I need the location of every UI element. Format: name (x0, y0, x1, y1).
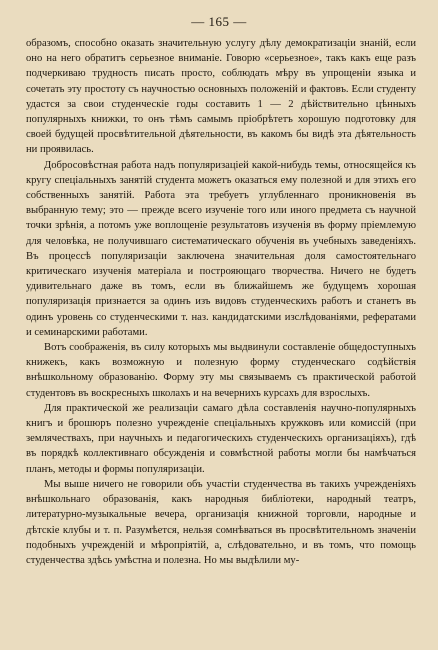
paragraph-1: образомъ, способно оказать значительную услугу дѣлу демократизаціи знаній, если оно на него обратитъ серьезное вниманіе. Говорю «серьезное», такъ какъ еще разъ подчеркиваю трудность писать просто, соблюдать мѣру въ упрощеніи языка и сочетать эту простоту съ научностью основныхъ положеній и фактовъ. Если студенту удастся за свои студенческіе годы составить 1 — 2 дѣйствительно цѣнныхъ популярныхъ книжки, то онъ тѣмъ самымъ пріобрѣтетъ хорошую подготовку для своей будущей просвѣтительной дѣятельности, въ какомъ бы видѣ эта дѣятельность ни проявилась. (26, 38, 416, 156)
paragraph-3: Вотъ соображенія, въ силу которыхъ мы выдвинули составленіе общедоступныхъ книжекъ, какъ возможную и полезную форму студенческаго содѣйствія внѣшкольному образованію. Форму эту мы связываемъ съ практической работой студентовъ въ воскресныхъ школахъ и на вечернихъ курсахъ для взрослыхъ. (26, 342, 416, 399)
paragraph-4: Для практической же реализаціи самаго дѣла составленія научно-популярныхъ книгъ и брошюръ полезно учрежденіе спеціальныхъ кружковъ или комиссій (при землячествахъ, при научныхъ и педагогическихъ студенческихъ организаціяхъ), гдѣ въ порядкѣ коллективнаго обсужденія и совмѣстной работы могли бы намѣчаться планъ, методы и формы популяризаціи. (26, 402, 416, 475)
paragraph-2: Добросовѣстная работа надъ популяризаціей какой-нибудь темы, относящейся къ кругу спеціальныхъ занятій студента можетъ оказаться ему полезной и для этихъ его собственныхъ занятій. Работа эта требуетъ углубленнаго проникновенія въ выбранную тему; это — прежде всего изученіе того или иного предмета съ научной точки зрѣнія, а потомъ уже воплощеніе результатовъ изученія въ форму пріемлемую для человѣка, не получившаго систематическаго обученія въ учебныхъ заведеніяхъ. Въ процессѣ популяризаціи заключена значительная доля самостоятельнаго критическаго изученія матеріала и построяющаго творчества. Ничего не будетъ удивительнаго даже въ томъ, если въ ближайшемъ же будущемъ хорошая популяризація признается за одинъ изъ видовъ студенческихъ работъ и станетъ въ одинъ уровень со студенческими т. наз. кандидатскими изслѣдованіями, рефератами и семинарскими работами. (26, 159, 416, 338)
text-column (26, 36, 416, 568)
page-number: — 165 — (191, 14, 247, 29)
paragraph-5: Мы выше ничего не говорили объ участіи студенчества въ такихъ учрежденіяхъ внѣшкольнаго образованія, какъ народныя библіотеки, народный театръ, литературно-музыкальные вечера, организація книжной торговли, народные и дѣтскіе клубы и т. п. Разумѣется, нельзя сомнѣваться въ просвѣтительномъ значеніи подобныхъ учрежденій и мѣропріятій, а, слѣдовательно, и въ томъ, что помощь студенчества здѣсь умѣстна и полезна. Но мы выдѣлили му- (26, 478, 416, 566)
